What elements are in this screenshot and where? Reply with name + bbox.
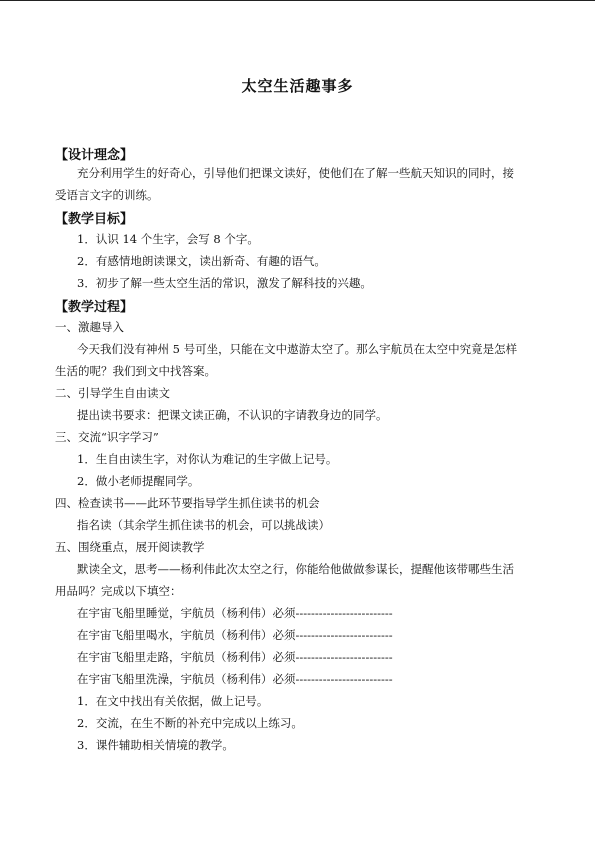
goals-heading: 【教学目标】 (55, 212, 134, 227)
fill-blank-line: 在宇宙飞船里走路，宇航员（杨利伟）必须------------------------- (77, 650, 393, 664)
step2-paragraph: 提出读书要求：把课文读正确，不认识的字请教身边的同学。 (77, 408, 388, 422)
step5-paragraph-line2: 用品吗？完成以下填空： (55, 584, 182, 598)
step5-title: 五、围绕重点，展开阅读教学 (55, 540, 205, 554)
document-title: 太空生活趣事多 (241, 77, 354, 95)
design-heading: 【设计理念】 (55, 148, 134, 163)
step1-title: 一、激趣导入 (55, 320, 124, 334)
goal-item: 3．初步了解一些太空生活的常识，激发了解科技的兴趣。 (77, 276, 372, 290)
step3-item: 1．生自由读生字，对你认为难记的生字做上记号。 (77, 452, 338, 466)
fill-blank-line: 在宇宙飞船里喝水，宇航员（杨利伟）必须------------------------- (77, 628, 393, 642)
step5-paragraph-line1: 默读全文，思考——杨利伟此次太空之行，你能给他做做参谋长，提醒他该带哪些生活 (77, 562, 514, 576)
step3-title: 三、交流“识字学习” (55, 430, 159, 444)
step5-item: 2．交流，在生不断的补充中完成以上练习。 (77, 716, 303, 730)
step4-paragraph: 指名读（其余学生抓住读书的机会，可以挑战读） (77, 518, 330, 532)
step5-item: 1．在文中找出有关依据，做上记号。 (77, 694, 269, 708)
goal-item: 1．认识 14 个生字，会写 8 个字。 (77, 232, 259, 246)
process-heading: 【教学过程】 (55, 300, 134, 315)
goal-item: 2．有感情地朗读课文，读出新奇、有趣的语气。 (77, 254, 326, 268)
design-paragraph-line1: 充分利用学生的好奇心，引导他们把课文读好，使他们在了解一些航天知识的同时，接 (77, 166, 514, 180)
design-paragraph-line2: 受语言文字的训练。 (55, 188, 159, 202)
fill-blank-line: 在宇宙飞船里洗澡，宇航员（杨利伟）必须------------------------- (77, 672, 393, 686)
step5-item: 3．课件辅助相关情境的教学。 (77, 738, 234, 752)
step1-paragraph-line1: 今天我们没有神州 5 号可坐，只能在文中遨游太空了。那么宇航员在太空中究竟是怎样 (77, 342, 518, 356)
step1-paragraph-line2: 生活的呢？我们到文中找答案。 (55, 364, 216, 378)
step4-title: 四、检查读书——此环节要指导学生抓住读书的机会 (55, 496, 320, 510)
step3-item: 2．做小老师提醒同学。 (77, 474, 200, 488)
fill-blank-line: 在宇宙飞船里睡觉，宇航员（杨利伟）必须------------------------- (77, 606, 393, 620)
step2-title: 二、引导学生自由读文 (55, 386, 170, 400)
